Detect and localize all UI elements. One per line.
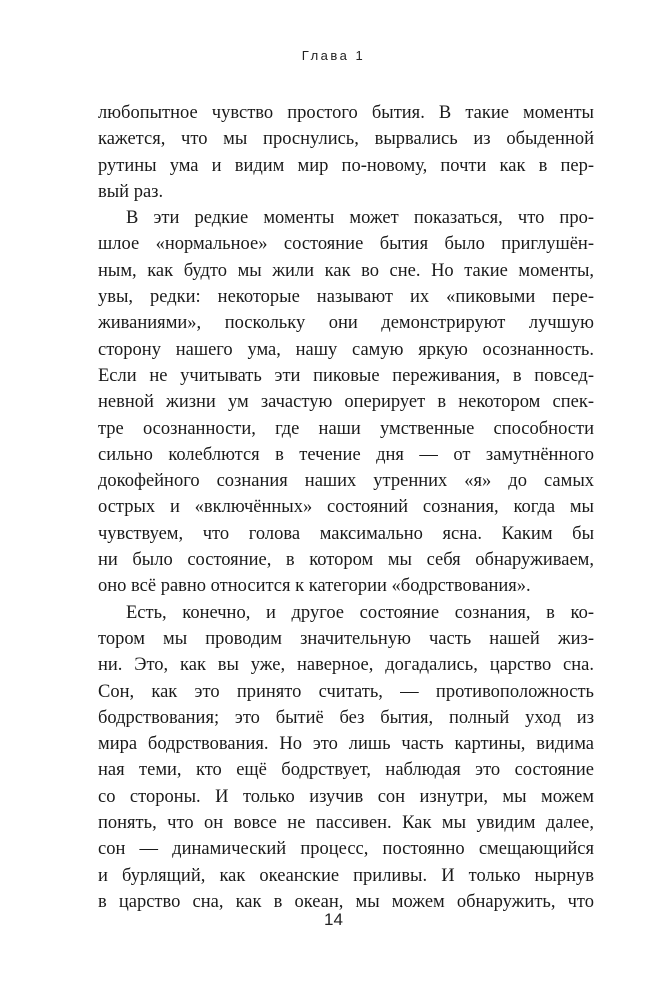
text-line: Есть, конечно, и другое состояние сознания, в ко- bbox=[126, 602, 594, 623]
running-head: Глава 1 bbox=[301, 48, 366, 63]
text-line: ни. Это, как вы уже, наверное, догадались, царство сна. bbox=[98, 655, 594, 676]
text-line: в царство сна, как в океан, мы можем обнаружить, что bbox=[98, 891, 594, 912]
text-line: шлое «нормальное» состояние бытия было приглушён- bbox=[98, 234, 594, 255]
body-text bbox=[98, 100, 594, 915]
text-line: бодрствования; это бытиё без бытия, полный уход из bbox=[98, 707, 594, 728]
text-line: и бурлящий, как океанские приливы. И только нырнув bbox=[98, 865, 594, 886]
text-line: сторону нашего ума, нашу самую яркую осознанность. bbox=[98, 339, 594, 360]
text-line: тором мы проводим значительную часть нашей жиз- bbox=[98, 628, 594, 649]
text-line: чувствуем, что голова максимально ясна. Каким бы bbox=[98, 523, 594, 544]
text-line: оно всё равно относится к категории «бодрствования». bbox=[98, 576, 531, 597]
text-line: со стороны. И только изучив сон изнутри, мы можем bbox=[98, 786, 594, 807]
text-line: рутины ума и видим мир по-новому, почти как в пер- bbox=[98, 155, 594, 176]
text-line: ная теми, кто ещё бодрствует, наблюдая это состояние bbox=[98, 760, 594, 781]
text-line: мира бодрствования. Но это лишь часть картины, видима bbox=[98, 734, 594, 755]
text-line: живаниями», поскольку они демонстрируют лучшую bbox=[98, 313, 594, 334]
text-line: сильно колеблются в течение дня — от замутнённого bbox=[98, 444, 594, 465]
text-line: тре осознанности, где наши умственные способности bbox=[98, 418, 594, 439]
text-line: Сон, как это принято считать, — противоположность bbox=[98, 681, 594, 702]
text-line: острых и «включённых» состояний сознания, когда мы bbox=[98, 497, 594, 518]
text-line: увы, редки: некоторые называют их «пиковыми пере- bbox=[98, 287, 594, 308]
text-line: В эти редкие моменты может показаться, что про- bbox=[126, 208, 594, 229]
text-line: ни было состояние, в котором мы себя обнаруживаем, bbox=[98, 550, 594, 571]
text-line: любопытное чувство простого бытия. В такие моменты bbox=[98, 103, 594, 123]
text-line: кажется, что мы проснулись, вырвались из обыденной bbox=[98, 129, 594, 150]
text-line: вый раз. bbox=[98, 181, 164, 202]
text-line: Если не учитывать эти пиковые переживания, в повсед- bbox=[98, 365, 594, 386]
text-line: ным, как будто мы жили как во сне. Но такие моменты, bbox=[98, 260, 594, 281]
text-line: сон — динамический процесс, постоянно смещающийся bbox=[98, 839, 594, 860]
text-line: понять, что он вовсе не пассивен. Как мы увидим далее, bbox=[98, 813, 594, 834]
text-line: невной жизни ум зачастую оперирует в некотором спек- bbox=[98, 392, 594, 413]
page-number: 14 bbox=[324, 910, 343, 929]
text-line: докофейного сознания наших утренних «я» до самых bbox=[98, 471, 594, 492]
